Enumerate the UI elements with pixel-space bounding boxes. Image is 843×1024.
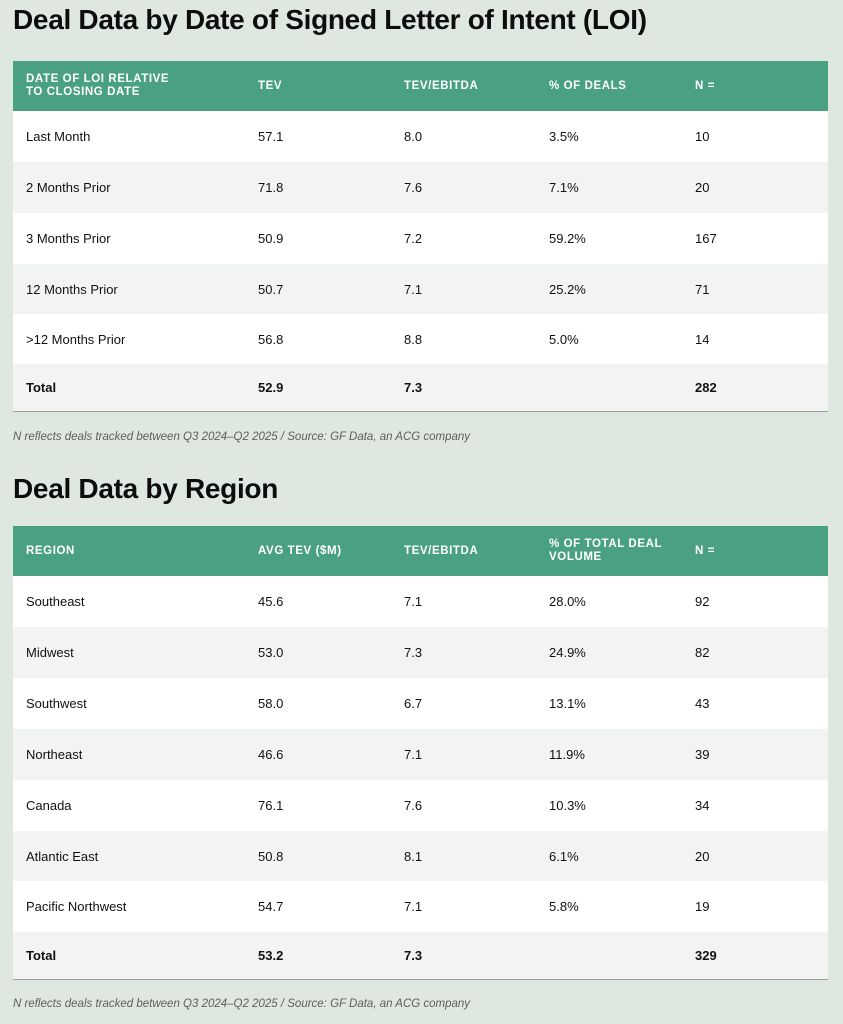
column-header-pct-total-deal-volume: % OF TOTAL DEAL VOLUME xyxy=(549,538,662,563)
table-row xyxy=(13,678,828,729)
pct-value: 5.0% xyxy=(549,331,579,347)
tev-ebitda-value: 7.1 xyxy=(404,899,423,914)
tev-ebitda-value: 7.1 xyxy=(404,747,423,762)
tev-value: 56.8 xyxy=(258,331,284,347)
tev-ebitda-value: 7.2 xyxy=(404,231,423,246)
row-label: >12 Months Prior xyxy=(26,331,126,347)
avg-tev-value: 46.6 xyxy=(258,747,284,762)
column-header-region: REGION xyxy=(26,544,75,557)
table-row xyxy=(13,780,828,831)
table-row xyxy=(13,264,828,314)
tev-ebitda-value: 6.7 xyxy=(404,696,423,711)
pct-value: 10.3% xyxy=(549,798,586,813)
column-header-loi-date: DATE OF LOI RELATIVE TO CLOSING DATE xyxy=(26,73,170,98)
tev-value: 57.1 xyxy=(258,129,284,144)
region-section-title: Deal Data by Region xyxy=(13,473,279,504)
total-tev-value: 52.9 xyxy=(258,380,284,395)
region-name: Southeast xyxy=(26,594,85,609)
total-label: Total xyxy=(26,380,57,395)
n-value: 20 xyxy=(695,180,710,195)
n-value: 19 xyxy=(695,899,710,914)
loi-section-title: Deal Data by Date of Signed Letter of Intent (LOI) xyxy=(13,4,647,35)
pct-value: 5.8% xyxy=(549,899,579,914)
column-header-n: N = xyxy=(695,544,716,557)
n-value: 82 xyxy=(695,645,710,660)
pct-value: 24.9% xyxy=(549,645,586,660)
pct-value: 13.1% xyxy=(549,696,586,711)
region-name: Pacific Northwest xyxy=(26,899,127,914)
table-row xyxy=(13,213,828,264)
region-table-header xyxy=(13,526,828,576)
n-value: 71 xyxy=(695,281,710,297)
table-row xyxy=(13,111,828,162)
tev-value: 71.8 xyxy=(258,180,284,195)
column-header-avg-tev: AVG TEV ($M) xyxy=(258,544,342,557)
tev-ebitda-value: 7.1 xyxy=(404,594,423,609)
n-value: 92 xyxy=(695,594,710,609)
pct-value: 6.1% xyxy=(549,848,579,864)
column-header-tev: TEV xyxy=(258,79,283,92)
pct-value: 11.9% xyxy=(549,747,585,762)
region-table xyxy=(13,526,828,980)
pct-value: 25.2% xyxy=(549,281,586,297)
tev-ebitda-value: 7.3 xyxy=(404,645,423,660)
n-value: 10 xyxy=(695,129,710,144)
n-value: 34 xyxy=(695,798,710,813)
table-row xyxy=(13,881,828,932)
pct-value: 28.0% xyxy=(549,594,586,609)
total-row xyxy=(13,932,828,979)
pct-value: 3.5% xyxy=(549,129,579,144)
n-value: 167 xyxy=(695,231,717,246)
row-label: Last Month xyxy=(26,129,91,144)
region-name: Canada xyxy=(26,798,72,813)
tev-ebitda-value: 8.8 xyxy=(404,331,423,347)
n-value: 39 xyxy=(695,747,710,762)
avg-tev-value: 45.6 xyxy=(258,594,284,609)
tev-ebitda-value: 7.6 xyxy=(404,180,423,195)
column-header-tev-ebitda: TEV/EBITDA xyxy=(404,79,479,92)
table-row xyxy=(13,576,828,627)
tev-ebitda-value: 7.1 xyxy=(404,281,423,297)
tev-ebitda-value: 8.1 xyxy=(404,848,423,864)
n-value: 14 xyxy=(695,331,710,347)
region-name: Atlantic East xyxy=(26,848,99,864)
total-tev-ebitda-value: 7.3 xyxy=(404,948,423,963)
region-name: Southwest xyxy=(26,696,87,711)
loi-table xyxy=(13,61,828,412)
loi-source-note: N reflects deals tracked between Q3 2024–Q2 2025 / Source: GF Data, an ACG company xyxy=(13,431,471,443)
table-row xyxy=(13,162,828,213)
column-header-tev-ebitda: TEV/EBITDA xyxy=(404,544,479,557)
pct-value: 59.2% xyxy=(549,231,586,246)
tev-ebitda-value: 8.0 xyxy=(404,129,423,144)
total-n-value: 329 xyxy=(695,948,717,963)
table-row xyxy=(13,627,828,678)
region-name: Northeast xyxy=(26,747,83,762)
n-value: 20 xyxy=(695,848,710,864)
tev-value: 50.9 xyxy=(258,231,284,246)
column-header-pct-deals: % OF DEALS xyxy=(549,79,627,92)
table-row xyxy=(13,314,828,364)
n-value: 43 xyxy=(695,696,710,711)
avg-tev-value: 58.0 xyxy=(258,696,284,711)
total-tev-ebitda-value: 7.3 xyxy=(404,380,423,395)
region-name: Midwest xyxy=(26,645,74,660)
tev-ebitda-value: 7.6 xyxy=(404,798,423,813)
row-label: 12 Months Prior xyxy=(26,281,118,297)
total-row xyxy=(13,364,828,411)
column-header-n: N = xyxy=(695,79,716,92)
total-avg-tev-value: 53.2 xyxy=(258,948,284,963)
loi-table-header xyxy=(13,61,828,111)
row-label: 2 Months Prior xyxy=(26,180,111,195)
table-row xyxy=(13,831,828,881)
region-source-note: N reflects deals tracked between Q3 2024–Q2 2025 / Source: GF Data, an ACG company xyxy=(13,998,471,1010)
total-label: Total xyxy=(26,948,57,963)
avg-tev-value: 53.0 xyxy=(258,645,284,660)
avg-tev-value: 50.8 xyxy=(258,848,284,864)
total-n-value: 282 xyxy=(695,380,717,395)
pct-value: 7.1% xyxy=(549,180,579,195)
avg-tev-value: 54.7 xyxy=(258,899,284,914)
avg-tev-value: 76.1 xyxy=(258,798,284,813)
row-label: 3 Months Prior xyxy=(26,231,111,246)
table-row xyxy=(13,729,828,780)
tev-value: 50.7 xyxy=(258,281,284,297)
